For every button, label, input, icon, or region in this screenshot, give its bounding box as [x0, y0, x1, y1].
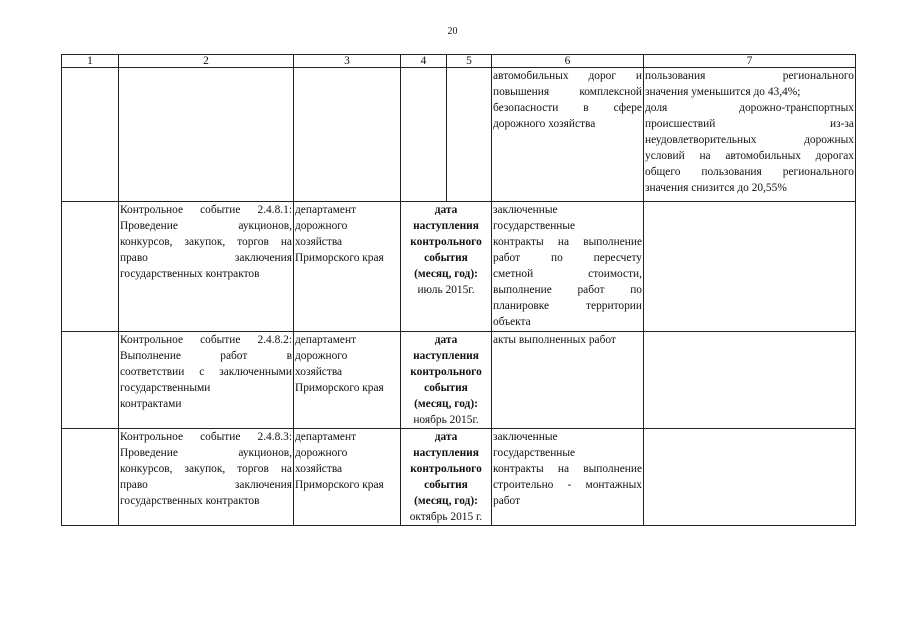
text-line: контрольного — [410, 236, 482, 248]
text-line: происшествий из-за — [645, 118, 854, 130]
cell-empty — [644, 429, 856, 526]
text-line: Контрольное событие 2.4.8.2: — [120, 334, 292, 346]
cell-empty — [62, 68, 119, 202]
result-cell — [492, 332, 644, 429]
text-line: департамент — [295, 334, 357, 346]
text-line: Приморского края — [295, 252, 384, 264]
text-line: объекта — [493, 316, 531, 328]
result-cell — [492, 202, 644, 332]
text-line: дорожного хозяйства — [493, 118, 596, 130]
date-cell — [401, 429, 492, 526]
text-line: события — [424, 479, 468, 491]
text-line: (месяц, год): — [414, 495, 478, 507]
text-line: дорожного — [295, 447, 348, 459]
text-line: события — [424, 252, 468, 264]
text-line: пользования регионального — [645, 70, 854, 82]
text-line: работ — [493, 495, 521, 507]
header-cell: 7 — [644, 55, 856, 68]
text-line: контракты на выполнение — [493, 236, 642, 248]
page-number: 20 — [447, 26, 458, 37]
text-line: дата — [434, 204, 458, 216]
event-cell — [119, 332, 294, 429]
text-line: хозяйства — [295, 366, 343, 378]
text-line: заключенные — [493, 431, 558, 443]
responsible-cell — [294, 429, 401, 526]
cell-empty — [401, 68, 447, 202]
text-line: Контрольное событие 2.4.8.1: — [120, 204, 292, 216]
text-line: конкурсов, закупок, торгов на — [120, 463, 292, 475]
text-line: акты выполненных работ — [493, 334, 616, 346]
text-line: работ по пересчету — [493, 252, 642, 264]
text-line: безопасности в сфере — [493, 102, 642, 114]
text-line: условий на автомобильных дорогах — [645, 150, 854, 162]
cell-empty — [119, 68, 294, 202]
text-line: департамент — [295, 204, 357, 216]
text-line: значения уменьшится до 43,4%; — [645, 86, 801, 98]
text-line: строительно - монтажных — [493, 479, 642, 491]
date-cell — [401, 202, 492, 332]
text-line: государственных контрактов — [120, 268, 260, 280]
header-row — [62, 55, 856, 68]
header-cell: 3 — [294, 55, 401, 68]
text-line: Приморского края — [295, 382, 384, 394]
text-line: государственные — [493, 220, 576, 232]
table-row — [62, 332, 856, 429]
event-cell — [119, 429, 294, 526]
text-line: наступления — [413, 447, 479, 459]
text-line: департамент — [295, 431, 357, 443]
text-line: дорожного — [295, 220, 348, 232]
cell-empty — [644, 332, 856, 429]
text-line: наступления — [413, 220, 479, 232]
header-cell: 1 — [62, 55, 119, 68]
text-line: государственные — [493, 447, 576, 459]
cell-empty — [62, 332, 119, 429]
text-line: заключенные — [493, 204, 558, 216]
header-cell: 5 — [447, 55, 492, 68]
text-line: контрольного — [410, 366, 482, 378]
responsible-cell — [294, 202, 401, 332]
text-line: контрактами — [120, 398, 182, 410]
text-line: неудовлетворительных дорожных — [645, 134, 854, 146]
text-line: доля дорожно-транспортных — [645, 102, 854, 114]
text-line: автомобильных дорог и — [493, 70, 642, 82]
text-line: Проведение аукционов, — [120, 220, 292, 232]
result-cell — [492, 429, 644, 526]
text-line: Выполнение работ в — [120, 350, 292, 362]
cell-empty — [447, 68, 492, 202]
text-line: июль 2015г. — [417, 284, 475, 296]
text-line: государственных контрактов — [120, 495, 260, 507]
text-line: дата — [434, 431, 458, 443]
text-line: выполнение работ по — [493, 284, 642, 296]
indicator-cell — [644, 68, 856, 202]
result-cell — [492, 68, 644, 202]
text-line: дата — [434, 334, 458, 346]
text-line: сметной стоимости, — [493, 268, 642, 280]
text-line: контрольного — [410, 463, 482, 475]
text-line: события — [424, 382, 468, 394]
text-line: ноябрь 2015г. — [413, 414, 479, 426]
text-line: дорожного — [295, 350, 348, 362]
header-cell: 2 — [119, 55, 294, 68]
document-table — [61, 54, 856, 526]
text-line: соответствии с заключенными — [120, 366, 292, 378]
text-line: контракты на выполнение — [493, 463, 642, 475]
text-line: октябрь 2015 г. — [409, 511, 483, 523]
cell-empty — [644, 202, 856, 332]
text-line: конкурсов, закупок, торгов на — [120, 236, 292, 248]
cell-empty — [62, 202, 119, 332]
text-line: наступления — [413, 350, 479, 362]
text-line: право заключения — [120, 252, 292, 264]
header-cell: 4 — [401, 55, 447, 68]
text-line: Приморского края — [295, 479, 384, 491]
text-line: право заключения — [120, 479, 292, 491]
header-cell: 6 — [492, 55, 644, 68]
table-row — [62, 202, 856, 332]
text-line: повышения комплексной — [493, 86, 642, 98]
cell-empty — [294, 68, 401, 202]
text-line: (месяц, год): — [414, 268, 478, 280]
text-line: хозяйства — [295, 236, 343, 248]
text-line: хозяйства — [295, 463, 343, 475]
event-cell — [119, 202, 294, 332]
table-row — [62, 429, 856, 526]
text-line: (месяц, год): — [414, 398, 478, 410]
cell-empty — [62, 429, 119, 526]
text-line: Контрольное событие 2.4.8.3: — [120, 431, 292, 443]
text-line: общего пользования регионального — [645, 166, 854, 178]
table-row — [62, 68, 856, 202]
responsible-cell — [294, 332, 401, 429]
date-cell — [401, 332, 492, 429]
text-line: планировке территории — [493, 300, 642, 312]
text-line: Проведение аукционов, — [120, 447, 292, 459]
text-line: значения снизится до 20,55% — [645, 182, 787, 194]
text-line: государственными — [120, 382, 211, 394]
